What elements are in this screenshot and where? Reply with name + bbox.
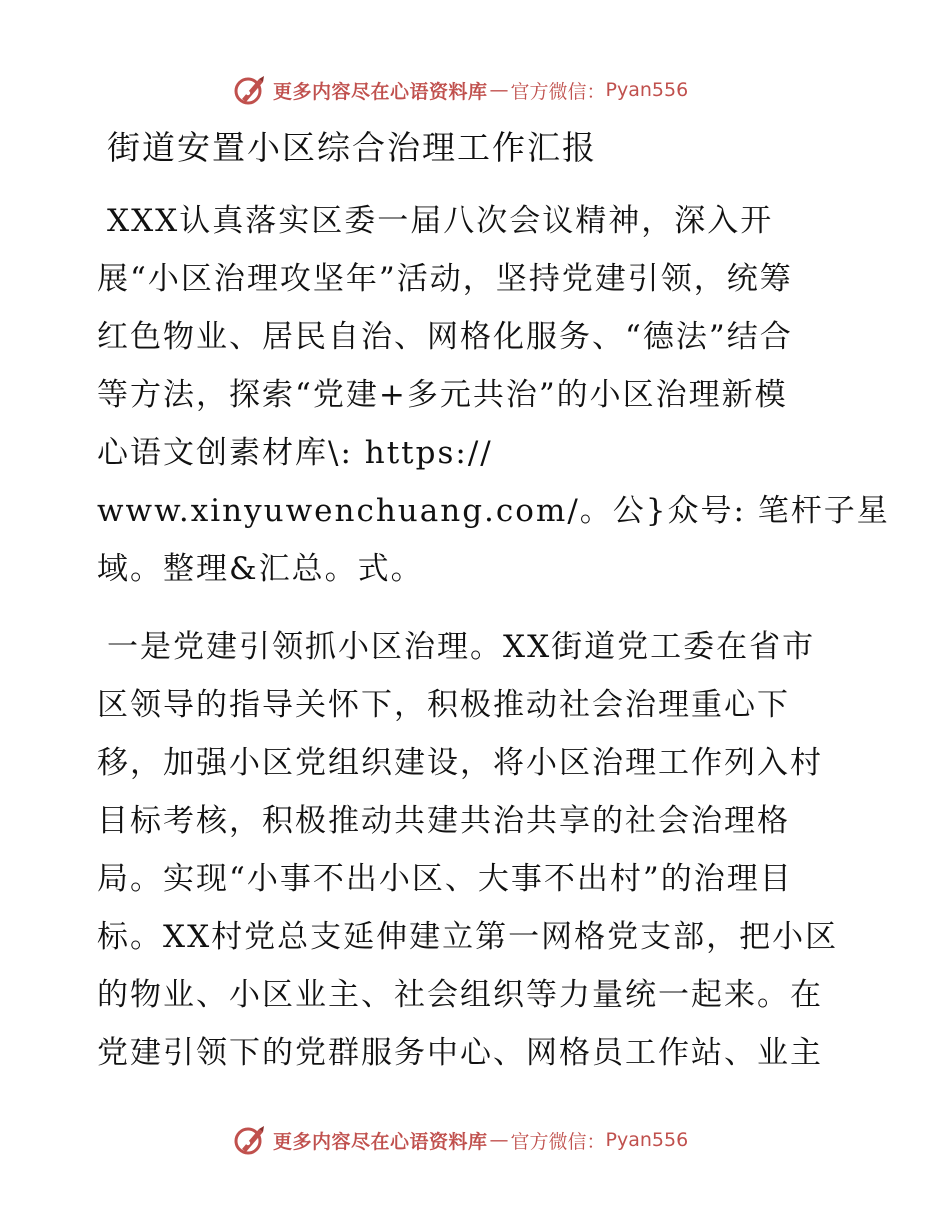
banner-wechat-handle: Pyan556	[605, 79, 689, 101]
pen-nib-logo-icon	[233, 1123, 267, 1157]
pen-nib-logo-icon	[233, 73, 267, 107]
paragraph-line: 红色物业、居民自治、网格化服务、“德法”结合	[97, 319, 793, 355]
paragraph-line: XXX认真落实区委一届八次会议精神，深入开	[107, 203, 774, 239]
paragraph-line: 目标考核，积极推动共建共治共享的社会治理格	[97, 803, 790, 839]
paragraph-line: 域。整理&汇总。式。	[97, 551, 424, 587]
paragraph-line: 一是党建引领抓小区治理。XX街道党工委在省市	[107, 629, 816, 665]
banner-sub-text: 官方微信：	[510, 1130, 606, 1153]
paragraph-line: 移，加强小区党组织建设，将小区治理工作列入村	[97, 745, 823, 781]
banner-dash: —	[489, 1129, 509, 1151]
banner-dash: —	[489, 79, 509, 101]
banner-main-text: 更多内容尽在心语资料库	[273, 1130, 488, 1153]
paragraph-line: 局。实现“小事不出小区、大事不出村”的治理目	[97, 861, 793, 897]
paragraph-line: www.xinyuwenchuang.com/。公}众号: 笔杆子星	[97, 493, 890, 529]
footer-banner	[233, 1122, 688, 1158]
banner-wechat-handle: Pyan556	[605, 1129, 689, 1151]
paragraph-line: 区领导的指导关怀下，积极推动社会治理重心下	[97, 687, 790, 723]
paragraph-2	[97, 618, 857, 1082]
document-title: 街道安置小区综合治理工作汇报	[107, 128, 597, 167]
paragraph-line: 的物业、小区业主、社会组织等力量统一起来。在	[97, 977, 823, 1013]
paragraph-line: 心语文创素材库\: https://	[97, 435, 493, 471]
paragraph-line: 党建引领下的党群服务中心、网格员工作站、业主	[97, 1035, 823, 1071]
header-banner	[233, 72, 688, 108]
paragraph-line: 展“小区治理攻坚年”活动，坚持党建引领，统筹	[97, 261, 793, 297]
banner-sub-text: 官方微信：	[510, 80, 606, 103]
banner-main-text: 更多内容尽在心语资料库	[273, 80, 488, 103]
paragraph-line: 等方法，探索“党建+多元共治”的小区治理新模	[97, 377, 788, 413]
paragraph-line: 标。XX村党总支延伸建立第一网格党支部，把小区	[97, 919, 839, 955]
paragraph-1	[97, 192, 890, 598]
